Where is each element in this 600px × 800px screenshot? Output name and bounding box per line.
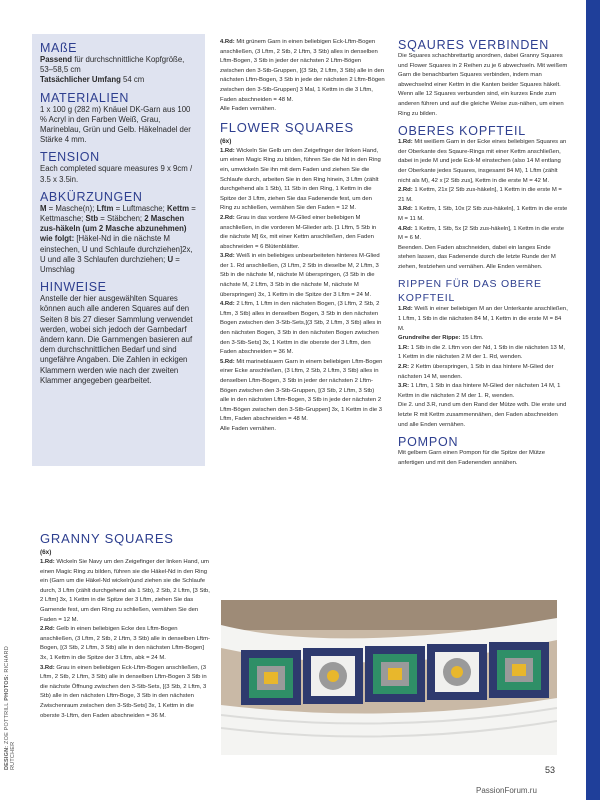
- right-column: [398, 38, 568, 468]
- watermark: PassionForum.ru: [476, 786, 537, 795]
- abkuerzungen-heading: ABKÜRZUNGEN: [40, 189, 143, 204]
- rippen-finish: Die 2. und 3.R, rund um den Rand der Mütze wdh. Die erste und letzte R mit Kettm zusammennähen, den Faden abschneiden und alle Enden vernähen.: [398, 402, 567, 428]
- granny-round-4: 4.Rd: Mit grünem Garn in einen beliebigen Eck-Lftm-Bogen anschließen, (3 Lftm, 2 Stb, 2 Lftm, 3 Stb) alles in denselben Lftm-Bogen, 3 Stb in jeder der nächsten 2 Lftm-Bögen zwischen den 3-Stb-Gruppen, [(3 Stb, 2 Lftm, 3 Stb) alle in den nächsten Lftm-Bogen, 3 Stb in jede der nächsten 2 Lftm-Bögen zwischen den 3-Stb-Gruppen] 3 Mal, 1 Kettm in die 3 Lftm, Faden abschneiden = 48 M.: [220, 39, 385, 103]
- flower-square-block: [303, 648, 363, 704]
- flower-round-1: 1.Rd: Wickeln Sie Gelb um den Zeigefinger der linken Hand, um einen Magic Ring zu bilden, führen Sie die Nd in den Ring ein, umwickeln Sie ihn mit dem Faden und ziehen Sie die Schlaufe durch, arbeiten Sie in den Ring hinein, 3 Lftm (zählt durchgehend als 1 Stb), 11 Stb in den Ring, 1 Kettm in die Spitze der 3 Lftm, ziehen Sie das Fadenende fest, um den Ring zu schließen, vernähen Sie den Faden = 12 M.: [220, 147, 381, 212]
- crochet-photo-illustration: [221, 600, 557, 755]
- hinweise-text: Anstelle der hier ausgewählten Squares können auch alle anderen Squares auf den Seiten 8 bis 27 dieser Sammlung verwendet werden, wobei sich jedoch der Garnbedarf ändern kann. Die Garnmengen basieren auf dem durchschnittlichen Bedarf und sind ungefähre Angaben. Die Zahlen in eckigen Klammern werden wie nach der zweiten Klammer angegeben gearbeitet.: [40, 294, 193, 385]
- flower-round-2: 2.Rd: Grau in das vordere M-Glied einer beliebigen M anschließen, in die vorderen M-Glieder arb. [1 Lftm, 5 Stb in die nächste M] 6x, mit einer Kettm anschließen, den Faden abschneiden = 6 Blütenblätter.: [220, 214, 377, 250]
- granny-square-block-2: [365, 646, 425, 702]
- umfang-text: Tatsächlicher Umfang 54 cm: [40, 75, 145, 85]
- verbinden-heading: SQAURES VERBINDEN: [398, 38, 550, 52]
- pompon-heading: POMPON: [398, 435, 459, 450]
- rippen-row-3: 3.R: 1 Lftm, 1 Stb in das hintere M-Glied der nächsten 14 M, 1 Kettm in die nächsten 2 M der 1. R, wenden.: [398, 383, 561, 399]
- verbinden-text: Die Squares schachbrettartig anordnen, dabei Granny Squares und Flower Squares in 2 Reihen zu je 6 abwechseln. Mit weißem Garn die benachbarten Squares verbinden, indem man abwechselnd einer Kettm in die Kanten beider Squares häkelt. Wenn alle 12 Squares verbunden sind, ein kurzes Ende zum anderen führen und auf die gleiche Weise zus-nähen, um einen Ring zu bilden.: [398, 53, 568, 117]
- info-sidebar: [32, 34, 205, 466]
- tension-heading: TENSION: [40, 150, 100, 165]
- kopfteil-round-3: 3.Rd: 1 Kettm, 1 Stb, 10x [2 Stb zus-häkeln], 1 Kettm in die erste M = 11 M.: [398, 206, 568, 222]
- flower-count: (6x): [220, 137, 232, 145]
- granny-finish: Alle Faden vernähen.: [220, 106, 276, 113]
- flower-round-5: 5.Rd: Mit marineblauem Garn in einem beliebigen Lftm-Bogen einer Ecke anschließen, (3 Lftm, 2 Stb, 2 Lftm, 3 Stb) alles in denselben Lftm-Bogen, 3 Stb in jeder der nächsten 2 Lftm-Bögen zwischen den 3-Stb-Gruppen, [(3 Stb, 2 Lftm, 3 Stb) alle in den nächsten Lftm-Bogen, 3 Stb in jede der nächsten 2 Lftm-Bögen zwischen den 3-Stb-Gruppen] 3x, 1 Kettm in die 3 Lftm, Faden abschneiden = 48 M.: [220, 358, 383, 423]
- rippen-round-1: 1.Rd: Weiß in einer beliebigen M an der Unterkante anschließen, 1 Lftm, 1 Stb in die nächsten 84 M, 1 Kettm in die erste M = 84 M.: [398, 306, 568, 332]
- flower-round-4: 4.Rd: 2 Lftm, 1 Lftm in den nächsten Bogen, (3 Lftm, 2 Stb, 2 Lftm, 3 Stb) alles in denselben Bogen, 3 Stb in den nächsten Bogen zwischen den 3-Stb-Sets,[(3 Stb, 2 Lftm, 3 Stb) alles in den nächsten Bogen, 3 Stb in den nächsten Bogen zwischen den 3-Stb-Sets] 3x, 1 Kettm in die oberste der 3 Lftm, den Faden abschneiden = 36 M.: [220, 301, 382, 356]
- crochet-hat-photo: [221, 600, 557, 755]
- granny-square-block: [241, 650, 301, 705]
- masse-text: Passend für durchschnittliche Kopfgröße, 53–58,5 cm: [40, 55, 185, 75]
- photo-credit: [4, 620, 18, 770]
- kopfteil-round-1: 1.Rd: Mit weißem Garn in der Ecke eines beliebigen Squares an der Oberkante des Sqaure-Rings mit einer Kettm anschließen, dabei in jede M und jede Eck-M einstechen (also 14 M entlang der Oberkante jedes Squares, insgesamt 84 M), 1 Lftm (zählt nicht als M), 42 x [2 Stb zus], Kettm in die erste M = 42 M.: [398, 139, 567, 184]
- rippen-heading: RIPPEN FÜR DAS OBERE KOPFTEIL: [398, 278, 542, 305]
- abkuerzungen-text: M = Masche(n); Lftm = Luftmasche; Kettm = Kettmasche; Stb = Stäbchen; 2 Maschen zus-häkeln (um 2 Masche abzunehmen) wie folgt: [Häkel-Nd in die nächste M einstechen, U und Schlaufe durchziehen]2x, U und alle 3 Schlaufen durchziehen; U = Umschlag: [40, 203, 196, 275]
- granny-count: (6x): [40, 549, 52, 556]
- rippen-row-1: 1.R: 1 Stb in die 2. Lftm von der Nd, 1 Stb in die nächsten 13 M, 1 Kettm in die nächsten 2 M der 1. Rd, wenden.: [398, 344, 566, 361]
- kopfteil-heading: OBERES KOPFTEIL: [398, 124, 527, 139]
- granny-square-block-3: [489, 642, 549, 698]
- credit-label-photos: PHOTOS:: [4, 672, 10, 703]
- credit-photographer: RICHARD RUTCHER: [4, 646, 16, 770]
- granny-squares-section: [40, 527, 210, 721]
- credit-designer: ZOE POTTRILL: [4, 702, 10, 744]
- middle-column: [220, 38, 385, 435]
- flower-finish: Alle Faden vernähen.: [220, 425, 276, 432]
- flower-round-3: 3.Rd: Weiß in ein beliebiges unbearbeiteten hinteres M-Glied der 1. Rd anschließen, (3 Lftm, 2 Stb in dieselbe M, 2 Lftm, 3 Stb in die nächste M, nächste M überspringen, (3 Stb in die nächste M, 2 Lftm, 3 Stb in die nächste M, nächste M überspringen) 3x, 1 Kettm in die Spitze der 3 Lftm = 24 M.: [220, 253, 380, 298]
- rippen-grundreihe: Grundreihe der Rippe: 15 Lftm.: [398, 335, 484, 342]
- kopfteil-round-4: 4.Rd: 1 Kettm, 1 Stb, 5x [2 Stb zus-häkeln], 1 Kettm in die erste M = 6 M.: [398, 225, 565, 242]
- tension-text: Each completed square measures 9 x 9cm / 3.5 x 3.5in.: [40, 164, 193, 184]
- granny-heading: GRANNY SQUARES: [40, 531, 174, 546]
- credit-label: DESIGN:: [4, 743, 10, 770]
- rippen-row-2: 2.R: 2 Kettm überspringen, 1 Stb in das hintere M-Glied der nächsten 14 M, wenden.: [398, 364, 554, 380]
- flower-heading: FLOWER SQUARES: [220, 119, 354, 135]
- hinweise-heading: HINWEISE: [40, 280, 107, 295]
- granny-round-1: 1.Rd: Wickeln Sie Navy um den Zeigefinger der linken Hand, um einen Magic Ring zu bilden, führen sie die Häkel-Nd in den Ring ein (Garn um die Häkel-Nd wickeln)und ziehen sie die Schlaufe durch, 3 Lftm (zählt durchgehend als 1 Stb), 2 Stb, 2 Lftm, [3 Stb, 2 Lftm] 3x, 1 Kettm in die Spitze der 3 Lftm, ziehen Sie das Garnende fest, um den Ring zu schließen, vernähen Sie den Faden = 12 M.: [40, 559, 210, 623]
- photo-wood-surface: [221, 600, 557, 630]
- page-number: 53: [545, 765, 556, 775]
- page-edge-bar: [586, 0, 600, 800]
- flower-square-block-2: [427, 644, 487, 700]
- pompon-text: Mit gelbem Garn einen Pompon für die Spitze der Mütze anfertigen und mit den Fadenenden annähen.: [398, 450, 546, 466]
- kopfteil-round-2: 2.Rd: 1 Kettm, 21x [2 Stb zus-häkeln], 1 Kettm in die erste M = 21 M.: [398, 187, 562, 203]
- masse-heading: MAßE: [40, 41, 78, 55]
- granny-round-2: 2.Rd: Gelb in einen beliebigen Ecke des Lftm-Bogen anschließen, (3 Lftm, 2 Stb, 2 Lftm, 3 Stb) alle in denselben Lftm-Bogen, [(3 Stb, 2 Lftm, 3 Stb) alle in den nächsten Lftm-Bogen] 3x, 1 Kettm in die Spitze der 3 Lftm, abk = 24 M.: [40, 626, 210, 661]
- granny-round-3: 3.Rd: Grau in einen beliebigen Eck-Lftm-Bogen anschließen, (3 Lftm, 2 Stb, 2 Lftm, 3 Stb) alle in denselben Lftm-Bogen 3 Stb in die nächste Öffnung zwischen den 3-Stb-Sets, [(3 Stb, 2 Lftm, 3 Stb) alle in den nächsten Lftm-Boge, 3 Stb in den nächsten Zwischenraum zwischen den 3-Stb-Sets] 3x, 1 Kettm in die oberste 3-Lftm, den Faden abschneiden = 36 M.: [40, 664, 207, 719]
- materialien-heading: MATERIALIEN: [40, 90, 130, 105]
- kopfteil-finish: Beenden. Den Faden abschneiden, dabei ein langes Ende stehen lassen, das Fadenende durch die letzte Runde der M ziehen, festziehen und vernähen. Alle Enden vernähen.: [398, 244, 556, 270]
- materialien-text: 1 x 100 g (282 m) Knäuel DK-Garn aus 100 % Acryl in den Farben Weiß, Grau, Marineblau, Grün und Gelb. Häkelnadel der Stärke 4 mm.: [40, 104, 191, 145]
